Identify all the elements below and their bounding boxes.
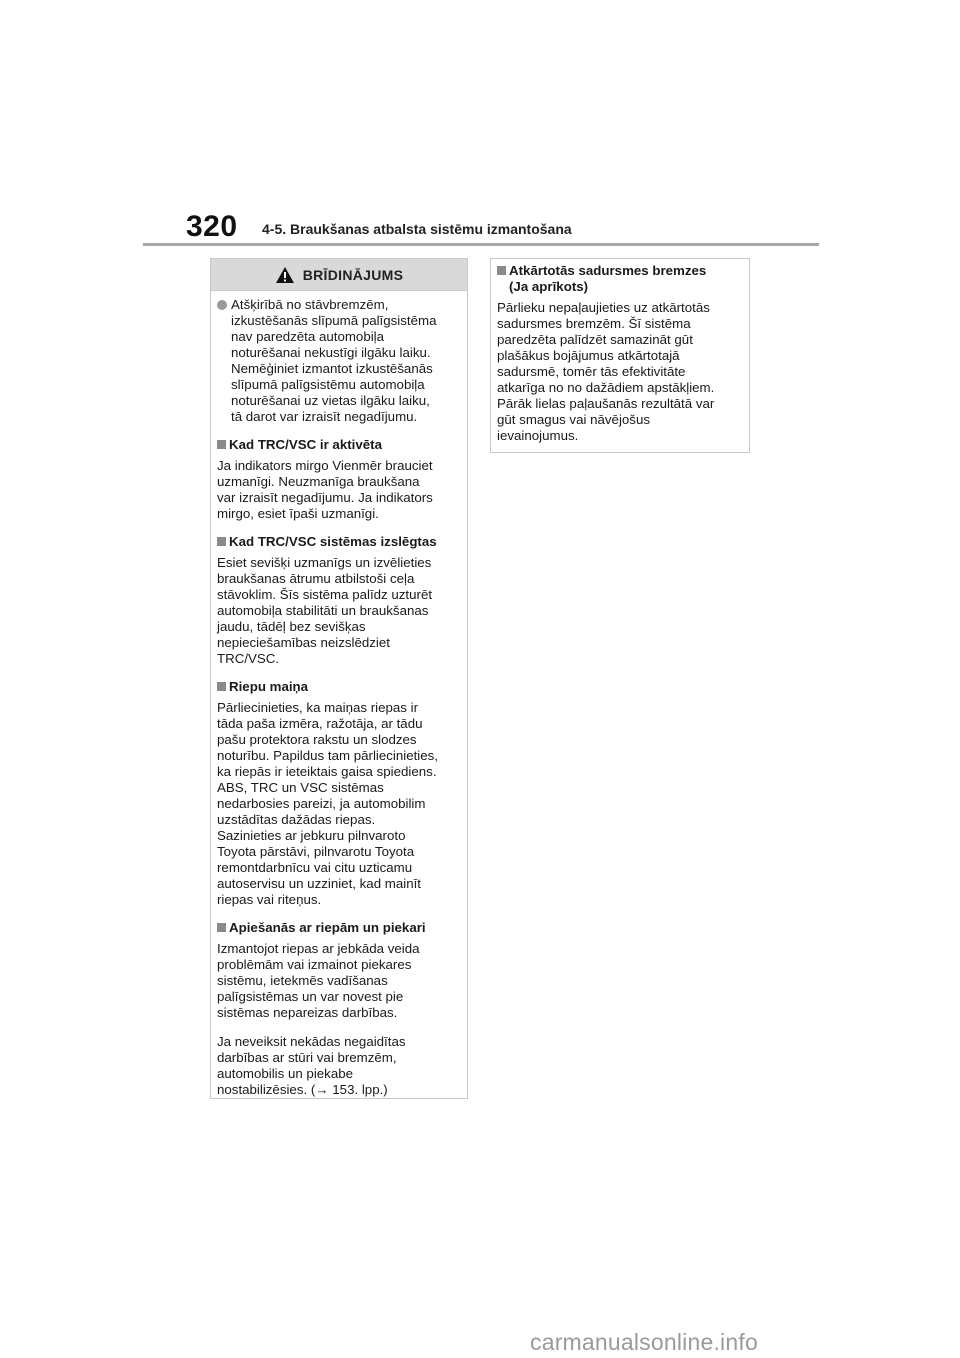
warning-box <box>210 258 468 1099</box>
warning-bullet <box>217 297 461 425</box>
section-heading-secondary-collision: Atkārtotās sadursmes bremzes (Ja aprīkots) <box>497 263 743 295</box>
square-bullet-icon <box>217 537 226 546</box>
section-heading-trc-active: Kad TRC/VSC ir aktivēta <box>217 437 461 453</box>
warning-triangle-icon <box>275 266 295 284</box>
section-heading-trc-off: Kad TRC/VSC sistēmas izslēgtas <box>217 534 461 550</box>
paragraph-tire-handling: Izmantojot riepas ar jebkāda veida problēmām vai izmainot piekares sistēmu, ietekmēs vadīšanas palīgsistēmas un var novest pie sistēmas nepareizas darbības. <box>217 941 420 1020</box>
square-bullet-icon <box>217 440 226 449</box>
header-divider <box>143 243 819 246</box>
secondary-collision-box <box>490 258 750 453</box>
paragraph-secondary-collision: Pārlieku nepaļaujieties uz atkārtotās sadursmes bremzēm. Šī sistēma paredzēta palīdzēt samazināt gūt plašākus bojājumus atkārtotajā sadursmē, tomēr tās efektivitāte atkarīga no no dažādiem apstākļiem. Pārāk lielas paļaušanās rezultātā var gūt smagus vai nāvējošus ievainojumus. <box>497 300 715 443</box>
watermark: carmanualsonline.info <box>530 1329 758 1355</box>
section-title: 4-5. Braukšanas atbalsta sistēmu izmantošana <box>262 221 572 237</box>
bullet-dot-icon <box>217 300 227 310</box>
section-heading-tire-handling: Apiešanās ar riepām un piekari <box>217 920 461 936</box>
square-bullet-icon <box>217 682 226 691</box>
warning-header <box>211 259 467 291</box>
paragraph-tire-change: Pārliecinieties, ka maiņas riepas ir tāda paša izmēra, ražotāja, ar tādu pašu protektora rakstu un slodzes noturību. Papildus tam pārliecinieties, ka riepās ir ieteiktais gaisa spiediens. ABS, TRC un VSC sistēmas nedarbosies pareizi, ja automobilim uzstādītas dažādas riepas. Sazinieties ar jebkuru pilnvaroto Toyota pārstāvi, pilnvarotu Toyota remontdarbnīcu vai citu uzticamu autoservisu un uzziniet, kad mainīt riepas vai riteņus. <box>217 700 438 907</box>
paragraph-stabilize: Ja neveiksit nekādas negaidītas darbības ar stūri vai bremzēm, automobilis un piekabe nostabilizēsies. (→ 153. lpp.) <box>217 1034 406 1097</box>
section-heading-tire-change: Riepu maiņa <box>217 679 461 695</box>
paragraph-trc-off: Esiet sevišķi uzmanīgs un izvēlieties braukšanas ātrumu atbilstoši ceļa stāvoklim. Šīs sistēma palīdz uzturēt automobiļa stabilitāti un braukšanas jaudu, tādēļ bez sevišķas nepieciešamības neizslēdziet TRC/VSC. <box>217 555 433 666</box>
warning-bullet-text: Atšķirībā no stāvbremzēm, izkustēšanās slīpumā palīgsistēma nav paredzēta automobiļa noturēšanai nekustīgi ilgāku laiku. Nemēģiniet izmantot izkustēšanās slīpumā palīgsistēmu automobiļa noturēšanai uz vietas ilgāku laiku, tā darot var izraisīt negadījumu. <box>231 297 437 424</box>
square-bullet-icon <box>217 923 226 932</box>
square-bullet-icon <box>497 266 506 275</box>
warning-title: BRĪDINĀJUMS <box>302 266 404 283</box>
paragraph-trc-active: Ja indikators mirgo Vienmēr brauciet uzmanīgi. Neuzmanīga braukšana var izraisīt negadījumu. Ja indikators mirgo, esiet īpaši uzmanīgi. <box>217 458 433 521</box>
page-number: 320 <box>186 210 238 243</box>
